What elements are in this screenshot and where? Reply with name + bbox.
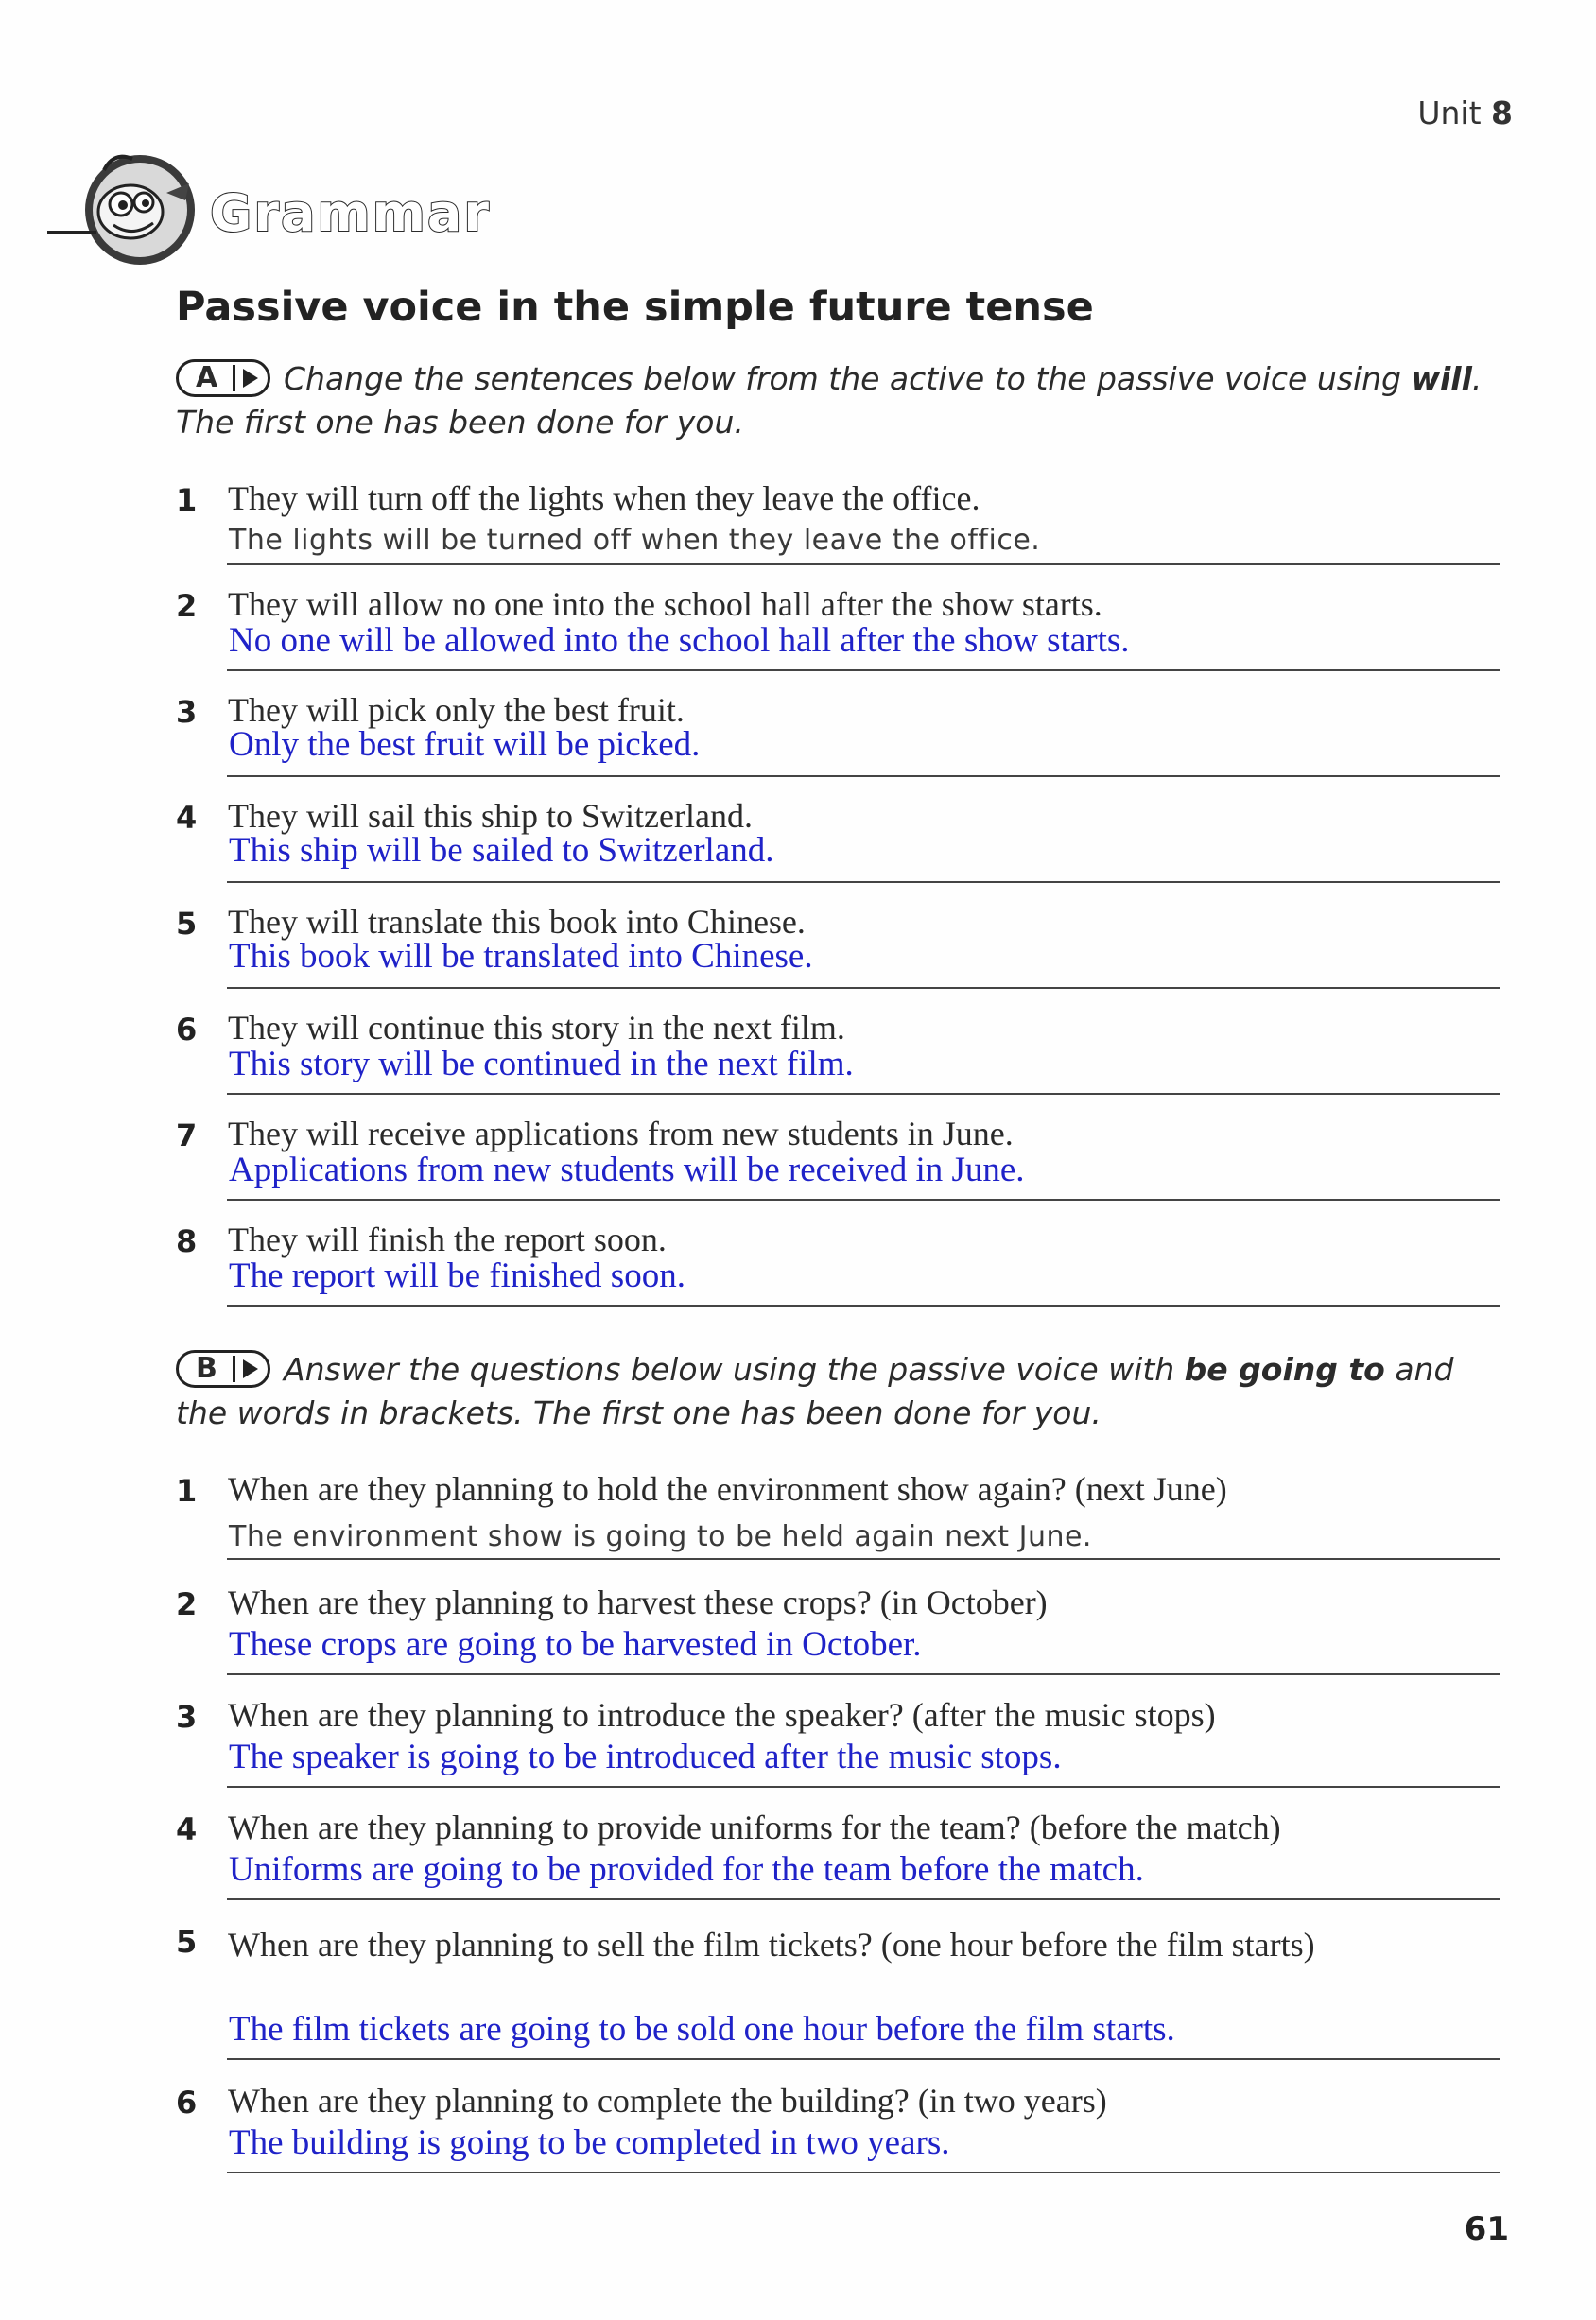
exercise-a-instruction: A Change the sentences below from the active to the passive voice using will. The first one has been done for you. (176, 360, 1483, 441)
page-subtitle: Passive voice in the simple future tense (176, 284, 1094, 331)
answer-line (227, 775, 1500, 777)
answer-line (227, 669, 1500, 671)
page-number: 61 (1464, 2210, 1509, 2248)
answer-line (227, 2058, 1500, 2060)
answer-text: These crops are going to be harvested in October. (229, 1625, 922, 1664)
example-answer: The environment show is going to be held again next June. (229, 1520, 1092, 1553)
question-text: When are they planning to provide uniforms for the team? (before the match) (228, 1809, 1281, 1846)
answer-text: Uniforms are going to be provided for the team before the match. (229, 1850, 1144, 1889)
answer-text: No one will be allowed into the school hall after the show starts. (229, 621, 1130, 660)
exercise-b-badge: B (176, 1350, 270, 1388)
answer-line (227, 881, 1500, 883)
grammar-mascot-icon (47, 142, 208, 274)
answer-line (227, 1673, 1500, 1675)
question-text: They will allow no one into the school hall after the show starts. (228, 585, 1102, 623)
section-title: Grammar (210, 183, 491, 243)
answer-text: This book will be translated into Chinese. (229, 937, 813, 976)
answer-text: The film tickets are going to be sold one hour before the film starts. (229, 2010, 1175, 2049)
answer-line (227, 1199, 1500, 1201)
answer-line (227, 1786, 1500, 1788)
question-text: They will sail this ship to Switzerland. (228, 797, 753, 835)
question-text: When are they planning to harvest these crops? (in October) (228, 1584, 1048, 1621)
answer-line (227, 2172, 1500, 2173)
question-text: When are they planning to complete the building? (in two years) (228, 2082, 1107, 2120)
question-text: They will receive applications from new students in June. (228, 1115, 1014, 1152)
unit-number: 8 (1491, 95, 1513, 131)
answer-text: Only the best fruit will be picked. (229, 725, 701, 764)
answer-text: The report will be finished soon. (229, 1256, 685, 1295)
exercise-a-badge: A (176, 359, 270, 397)
answer-line (227, 1093, 1500, 1095)
question-text: They will translate this book into Chinese. (228, 903, 806, 941)
answer-text: Applications from new students will be received in June. (229, 1151, 1025, 1189)
answer-text: The building is going to be completed in two years. (229, 2123, 950, 2162)
question-text: They will finish the report soon. (228, 1221, 667, 1258)
answer-line (227, 1558, 1500, 1560)
workbook-page: Unit 8 Grammar Passive voice in the simple future tense A Change the sentences below from the active to the passive voice using will. The first one has been done for you. 1 They will turn off the lights when they leave the office. The lights will be turned off when they leave the office. 2 They will allow no one into the school hall after the show starts. No one will be allowed into the school hall after the show starts. 3 They will pick only the best fruit. Only the best fruit will be picked. 4 They will sail this ship to Switzerland. This ship will be sailed to Switzerland. 5 They will translate this book into Chinese. This book will be translated into Chinese. 6 They will continue this story in the next film. This story will be continued in the next film. 7 They will receive applications from new students in June. Applications from new students will be received in June. 8 They will finish the report soon. The report will be finished soon. B Answer the questions below using the passive voice with be going to and the words in brackets. The first one has been done for you. 1 When are they planning to hold the environment show again? (next June) The environment show is going to be held again next June. 2 When are they planning to harvest these crops? (in October) These crops are going to be harvested in October. 3 When are they planning to introduce the speaker? (after the music stops) The speaker is going to be introduced after the music stops. 4 When are they planning to provide uniforms for the team? (before the match) Uniforms are going to be provided for the team before the match. 5 When are they planning to sell the film tickets? (one hour before the film starts) The film tickets are going to be sold one hour before the film starts. 6 When are they planning to complete the building? (in two years) The building is going to be completed in two years. 61 (0, 0, 1596, 2320)
answer-line (227, 1898, 1500, 1900)
answer-text: This story will be continued in the next film. (229, 1045, 854, 1083)
question-text: When are they planning to hold the environment show again? (next June) (228, 1470, 1227, 1508)
answer-line (227, 987, 1500, 989)
answer-text: The speaker is going to be introduced after the music stops. (229, 1738, 1062, 1776)
question-text: When are they planning to sell the film tickets? (one hour before the film starts) (228, 1926, 1315, 1964)
answer-line (227, 563, 1500, 565)
question-text: They will turn off the lights when they leave the office. (228, 479, 980, 517)
question-text: They will continue this story in the next film. (228, 1009, 845, 1047)
question-text: When are they planning to introduce the speaker? (after the music stops) (228, 1696, 1216, 1734)
unit-label: Unit 8 (1417, 95, 1513, 131)
exercise-b-instruction: B Answer the questions below using the passive voice with be going to and the words in brackets. The first one has been done for you. (176, 1351, 1454, 1431)
example-answer: The lights will be turned off when they leave the office. (229, 524, 1041, 557)
answer-text: This ship will be sailed to Switzerland. (229, 831, 774, 870)
question-text: They will pick only the best fruit. (228, 691, 685, 729)
answer-line (227, 1305, 1500, 1307)
